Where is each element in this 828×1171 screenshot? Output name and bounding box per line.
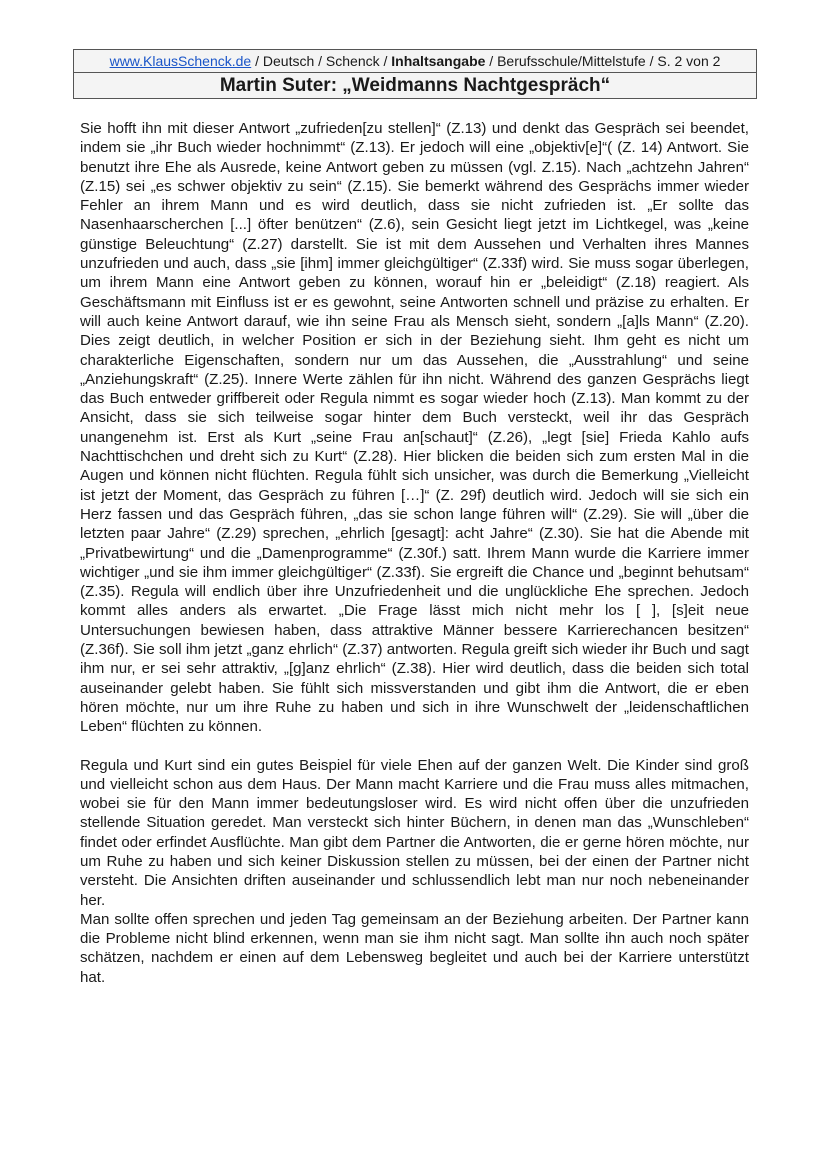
site-link[interactable]: www.KlausSchenck.de xyxy=(109,53,252,69)
document-title: Martin Suter: „Weidmanns Nachtgespräch“ xyxy=(219,75,611,96)
page-header xyxy=(73,49,757,99)
breadcrumb-path-start: / Deutsch / Schenck / xyxy=(251,53,392,69)
header-breadcrumb xyxy=(74,50,756,73)
body-paragraph-conclusion: Man sollte offen sprechen und jeden Tag gemeinsam an der Beziehung arbeiten. Der Partner kann die Probleme nicht blind erkennen, wenn man sie ihm nicht sagt. Man sollte ihn auch noch später schätzen, nachdem er einen auf dem Lebensweg begleitet und auch bei der Karriere unterstützt hat. xyxy=(80,910,749,986)
body-paragraph-interpretation: Regula und Kurt sind ein gutes Beispiel für viele Ehen auf der ganzen Welt. Die Kinder sind groß und vielleicht schon aus dem Haus. Der Mann macht Karriere und die Frau muss alles mitmachen, wobei sie für den Mann immer bedeutungsloser wird. Es wird nicht offen über die unzufrieden stellende Situation geredet. Man versteckt sich hinter Büchern, in denen man das „Wunschleben“ findet oder erfindet Ausflüchte. Man gibt dem Partner die Antworten, die er gerne hören möchte, nur um Ruhe zu haben und sich keiner Diskussion stellen zu müssen, bei der einen der Partner nicht versteht. Die Ansichten driften auseinander und schlussendlich lebt man nur noch nebeneinander her. xyxy=(80,756,749,909)
breadcrumb-topic: Inhaltsangabe xyxy=(391,53,486,69)
body-paragraph-analysis: Sie hofft ihn mit dieser Antwort „zufrieden[zu stellen]“ (Z.13) und denkt das Gespräch sei beendet, indem sie „ihr Buch wieder hochnimmt“ (Z.13). Er jedoch will eine „objektiv[e]“( (Z. 14) Antwort. Sie benutzt ihre Ehe als Ausrede, keine Antwort geben zu müssen (vgl. Z.15). Nach „achtzehn Jahren“ (Z.15) sei „es schwer objektiv zu sein“ (Z.15). Sie bemerkt während des Gesprächs immer wieder Fehler an ihrem Mann und es wird deutlich, dass sie nicht zufrieden ist. „Er sollte das Nasenhaarscherchen [...] öfter benützen“ (Z.6), sein Gesicht liegt jetzt im Lichtkegel, was „keine günstige Beleuchtung“ (Z.27) darstellt. Sie ist mit dem Aussehen und Verhalten ihres Mannes unzufrieden und auch, dass „sie [ihm] immer gleichgültiger“ (Z.33f) wird. Sie muss sogar überlegen, um ihrem Mann eine Antwort geben zu können, worauf hin er „beleidigt“ (Z.18) reagiert. Als Geschäftsmann mit Einfluss ist er es gewohnt, seine Antworten schnell und präzise zu erhalten. Er will auch keine Antwort darauf, wie ihn seine Frau als Mensch sieht, sondern „[a]ls Mann“ (Z.20). Dies zeigt deutlich, in welcher Position er sich in der Beziehung sieht. Ihm geht es nicht um charakterliche Eigenschaften, sondern nur um das Aussehen, die „Ausstrahlung“ und seine „Anziehungskraft“ (Z.25). Innere Werte zählen für ihn nicht. Während des ganzen Gesprächs liegt das Buch entweder griffbereit oder Regula nimmt es sogar wieder hoch (Z.13). Man kommt zu der Ansicht, dass sie sich teilweise sogar hinter dem Buch versteckt, weil ihr das Gespräch unangenehm ist. Erst als Kurt „seine Frau an[schaut]“ (Z.26), „legt [sie] Frieda Kahlo aufs Nachttischchen und dreht sich zu Kurt“ (Z.28). Hier blicken die beiden sich zum ersten Mal in die Augen und können nicht flüchten. Regula fühlt sich unsicher, was durch die Bemerkung „Vielleicht ist jetzt der Moment, das Gespräch zu führen […]“ (Z. 29f) deutlich wird. Jedoch will sie sich ein Herz fassen und das Gespräch führen, „das sie schon lange führen will“ (Z.29). Sie will „über die letzten paar Jahre“ (Z.29) sprechen, „ehrlich [gesagt]: acht Jahre“ (Z.30). Sie hat die Abende mit „Privatbewirtung“ und die „Damenprogramme“ (Z.30f.) satt. Ihrem Mann wurde die Karriere immer wichtiger „und sie ihm immer gleichgültiger“ (Z.33f). Sie ergreift die Chance und „beginnt behutsam“ (Z.35). Regula will endlich über ihre Unzufriedenheit und die unglückliche Ehe sprechen. Jedoch kommt alles anders als erwartet. „Die Frage lässt mich nicht mehr los [ ], [s]eit neue Untersuchungen bewiesen haben, dass attraktive Männer bessere Karrierechancen besitzen“ (Z.36f). Sie soll ihm jetzt „ganz ehrlich“ (Z.37) antworten. Regula greift sich wieder ihr Buch und sagt ihm nur, er sei sehr attraktiv, „[g]anz ehrlich“ (Z.38). Hier wird deutlich, dass die beiden sich total auseinander gelebt haben. Sie fühlt sich missverstanden und gibt ihm die Antwort, die er eben hören möchte, nur um ihre Ruhe zu haben und sich in ihre Wunschwelt der „leidenschaftlichen Leben“ flüchten zu können. xyxy=(80,120,749,736)
breadcrumb-path-end: / Berufsschule/Mittelstufe / S. 2 von 2 xyxy=(485,53,721,69)
document-body xyxy=(80,119,749,987)
